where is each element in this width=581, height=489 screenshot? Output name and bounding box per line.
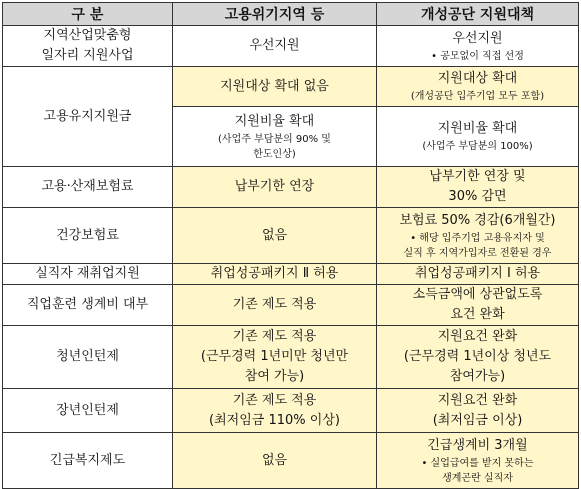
crisis-value: 없음 <box>261 452 288 468</box>
header-gaesong: 개성공단 지원대책 <box>377 3 579 26</box>
crisis-cell <box>173 326 377 389</box>
category-cell <box>3 389 173 433</box>
crisis-cell <box>173 208 377 264</box>
gaesong-cell <box>377 326 579 389</box>
category-cell <box>3 285 173 326</box>
gaesong-cell <box>377 285 579 326</box>
gaesong-note: 생계곤란 실직자 <box>442 472 513 484</box>
gaesong-note: (사업주 부담분의 100%) <box>422 141 533 152</box>
crisis-value: 기존 제도 적용 <box>232 392 317 408</box>
category-label: 고용유지지원금 <box>43 108 132 124</box>
gaesong-note: 실직 후 지역가입자로 전환된 경우 <box>403 247 552 259</box>
gaesong-value: 참여가능) <box>449 369 506 384</box>
crisis-value: 기존 제도 적용 <box>232 329 317 344</box>
crisis-cell <box>173 389 377 433</box>
gaesong-value: 30% 감면 <box>448 189 507 204</box>
crisis-cell <box>173 433 377 489</box>
gaesong-note: • 공모없이 직접 선정 <box>431 50 524 62</box>
crisis-value: 없음 <box>261 227 288 243</box>
crisis-note: 한도인상) <box>253 148 296 160</box>
gaesong-cell <box>377 67 579 107</box>
gaesong-value: 소득금액에 상관없도록 <box>412 287 543 302</box>
category-cell <box>3 326 173 389</box>
table-header-row <box>3 3 579 26</box>
table-row <box>3 26 579 67</box>
table-row <box>3 285 579 326</box>
gaesong-note: • 실업급여를 받지 못하는 <box>421 457 534 469</box>
comparison-table <box>2 2 579 489</box>
category-cell <box>3 67 173 167</box>
category-label: 고용·산재보험료 <box>41 179 134 194</box>
category-cell <box>3 26 173 67</box>
table-row <box>3 389 579 433</box>
table-row <box>3 167 579 208</box>
gaesong-value: 납부기한 연장 및 <box>429 169 526 184</box>
crisis-value: 납부기한 연장 <box>234 179 315 194</box>
gaesong-value: 보험료 50% 경감(6개월간) <box>399 212 556 228</box>
gaesong-value: 지원요건 완화 <box>437 392 518 408</box>
gaesong-value: 우선지원 <box>452 30 503 46</box>
table-row <box>3 433 579 489</box>
crisis-value: 지원비율 확대 <box>234 113 315 129</box>
crisis-value: (근무경력 1년미만 청년만 <box>200 349 349 364</box>
crisis-cell <box>173 285 377 326</box>
table-row <box>3 208 579 264</box>
crisis-value: 참여 가능) <box>244 369 305 384</box>
gaesong-value: 긴급생계비 3개월 <box>427 437 528 453</box>
crisis-cell <box>173 167 377 208</box>
gaesong-cell <box>377 26 579 67</box>
crisis-value: 기존 제도 적용 <box>232 297 317 312</box>
gaesong-value: 지원대상 확대 <box>437 71 518 86</box>
category-cell <box>3 167 173 208</box>
category-label: 긴급복지제도 <box>49 452 126 468</box>
gaesong-cell <box>377 107 579 167</box>
category-label: 실직자 재취업지원 <box>35 266 140 281</box>
table-row <box>3 326 579 389</box>
gaesong-cell <box>377 389 579 433</box>
crisis-value: 우선지원 <box>249 38 300 53</box>
gaesong-cell <box>377 167 579 208</box>
category-cell <box>3 264 173 285</box>
table-row <box>3 67 579 107</box>
category-label: 일자리 지원사업 <box>41 48 134 63</box>
header-crisis-region: 고용위기지역 등 <box>173 3 377 26</box>
category-label: 장년인턴제 <box>56 402 119 418</box>
gaesong-value: 지원요건 완화 <box>437 329 518 344</box>
category-label: 청년인턴제 <box>56 349 119 364</box>
crisis-value: 취업성공패키지 Ⅱ 허용 <box>210 266 339 281</box>
gaesong-value: (근무경력 1년이상 청년도 <box>403 349 552 364</box>
crisis-note: (사업주 부담분의 90% 및 <box>218 133 331 145</box>
gaesong-cell <box>377 208 579 264</box>
gaesong-value: (최저임금 이상) <box>432 412 523 428</box>
gaesong-note: • 해당 입주기업 고용유지자 및 <box>410 232 545 244</box>
gaesong-value: 지원비율 확대 <box>437 121 518 136</box>
table-row <box>3 264 579 285</box>
gaesong-value: 취업성공패키지 Ⅰ 허용 <box>414 266 541 281</box>
gaesong-note: (개성공단 입주기업 모두 포함) <box>410 91 545 102</box>
crisis-value: 지원대상 확대 없음 <box>220 78 329 94</box>
category-label: 건강보험료 <box>56 227 119 243</box>
category-label: 지역산업맞춤형 <box>43 28 132 43</box>
gaesong-cell <box>377 264 579 285</box>
crisis-cell <box>173 67 377 107</box>
category-label: 직업훈련 생계비 대부 <box>26 297 149 312</box>
crisis-cell <box>173 26 377 67</box>
category-cell <box>3 208 173 264</box>
crisis-cell <box>173 264 377 285</box>
crisis-cell <box>173 107 377 167</box>
gaesong-cell <box>377 433 579 489</box>
gaesong-value: 요건 완화 <box>450 307 505 322</box>
header-category: 구 분 <box>3 3 173 26</box>
category-cell <box>3 433 173 489</box>
crisis-value: (최저임금 110% 이상) <box>209 412 340 428</box>
